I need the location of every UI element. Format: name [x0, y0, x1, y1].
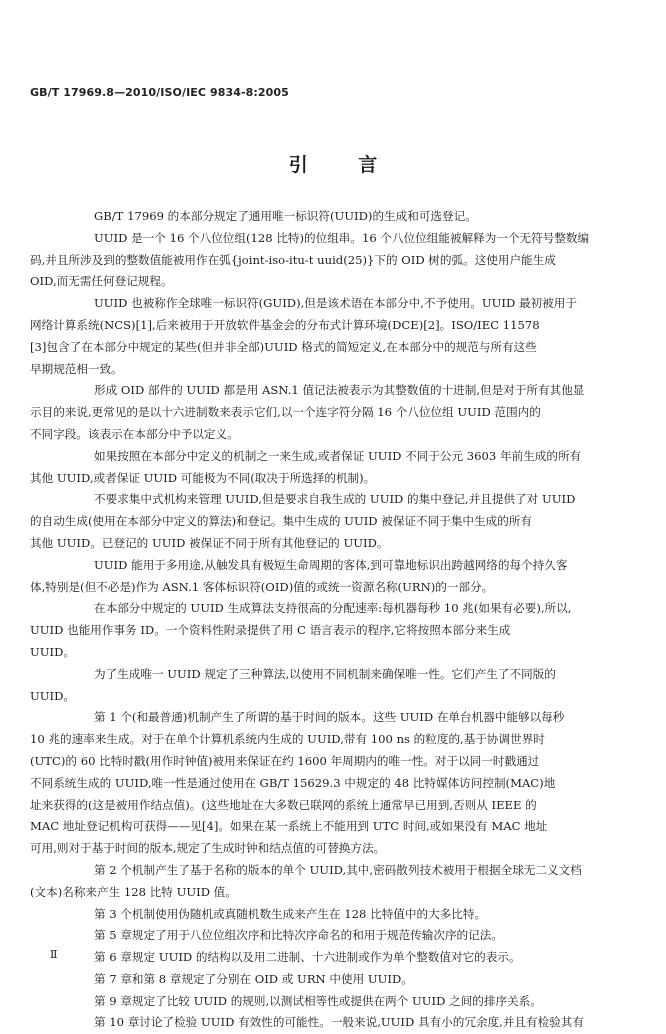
paragraph: [30, 555, 634, 599]
page-title: 引 言: [288, 154, 400, 176]
paragraph-line: 示目的来说,更常见的是以十六进制数来表示它们,以一个连字符分隔 16 个八位位组 UUID 范围内的: [30, 405, 541, 420]
paragraph-line: UUID。: [30, 688, 76, 703]
paragraph: [30, 489, 634, 554]
paragraph-line: (文本)名称来产生 128 比特 UUID 值。: [30, 884, 237, 899]
paragraph-line: UUID 是一个 16 个八位位组(128 比特)的位组串。16 个八位位组能被解释为一个无符号整数编: [94, 230, 590, 245]
paragraph-line: 体,特别是(但不必是)作为 ASN.1 客体标识符(OID)值的或统一资源名称(URN)的一部分。: [30, 579, 494, 594]
paragraph-line: OID,而无需任何登记规程。: [30, 274, 173, 289]
paragraph: [30, 380, 634, 445]
paragraph-line: 在本部分中规定的 UUID 生成算法支持很高的分配速率:每机器每秒 10 兆(如果有必要),所以,: [94, 601, 572, 616]
paragraph-line: 为了生成唯一 UUID 规定了三种算法,以使用不同机制来确保唯一性。它们产生了不同版的: [94, 666, 556, 681]
page-number: Ⅱ: [50, 948, 58, 961]
paragraph: [74, 925, 634, 947]
paragraph: [74, 206, 634, 228]
paragraph: [30, 664, 634, 708]
paragraph-line: 如果按照在本部分中定义的机制之一来生成,或者保证 UUID 不同于公元 3603 年前生成的所有: [94, 448, 582, 463]
paragraph-line: (UTC)的 60 比特时戳(用作时钟值)被用来保证在约 1600 年周期内的唯一性。对于以同一时戳通过: [30, 753, 540, 768]
paragraph-line: 早期规范相一致。: [30, 361, 123, 376]
paragraph-line: 第 10 章讨论了检验 UUID 有效性的可能性。一般来说,UUID 具有小的冗余度,并且有检验其有: [94, 1015, 584, 1030]
paragraph: [74, 1012, 634, 1034]
paragraph: [30, 228, 634, 293]
paragraph-line: 形成 OID 部件的 UUID 都是用 ASN.1 值记法被表示为其整数值的十进制,但是对于所有其他显: [94, 383, 585, 398]
paragraph: [30, 293, 634, 380]
paragraph-line: 不同系统生成的 UUID,唯一性是通过使用在 GB/T 15629.3 中规定的 48 比特媒体访问控制(MAC)地: [30, 775, 556, 790]
paragraph-line: 其他 UUID,或者保证 UUID 可能极为不同(取决于所选择的机制)。: [30, 470, 376, 485]
paragraph-line: UUID 能用于多用途,从触发具有极短生命周期的客体,到可靠地标识出跨越网络的每个持久客: [94, 557, 568, 572]
paragraph-line: 10 兆的速率来生成。对于在单个计算机系统内生成的 UUID,带有 100 ns 的粒度的,基于协调世界时: [30, 732, 545, 747]
paragraph-line: [3]包含了在本部分中规定的某些(但并非全部)UUID 格式的简短定义,在本部分中的规范与所有这些: [30, 339, 537, 354]
paragraph-line: 第 2 个机制产生了基于名称的版本的单个 UUID,其中,密码散列技术被用于根据全球无二义文档: [94, 862, 582, 877]
paragraph: [74, 991, 634, 1013]
paragraph-line: MAC 地址登记机构可获得——见[4]。如果在某一系统上不能用到 UTC 时间,或如果没有 MAC 地址: [30, 819, 548, 834]
paragraph-line: GB/T 17969 的本部分规定了通用唯一标识符(UUID)的生成和可选登记。: [94, 209, 477, 223]
paragraph-line: UUID 也能用作事务 ID。一个资料性附录提供了用 C 语言表示的程序,它将按照本部分来生成: [30, 623, 511, 638]
paragraph-line: 不同字段。该表示在本部分中予以定义。: [30, 426, 239, 441]
paragraph-line: 第 1 个(和最普通)机制产生了所谓的基于时间的版本。这些 UUID 在单台机器中能够以每秒: [94, 710, 565, 725]
paragraph-line: UUID 也被称作全球唯一标识符(GUID),但是该术语在本部分中,不予使用。UUID 最初被用于: [94, 296, 577, 311]
paragraph-line: 第 6 章规定 UUID 的结构以及用二进制、十六进制或作为单个整数值对它的表示。: [94, 950, 521, 965]
paragraph-line: 不要求集中式机构来管理 UUID,但是要求自我生成的 UUID 的集中登记,并且提供了对 UUID: [94, 492, 576, 507]
paragraph: [30, 446, 634, 490]
paragraph-line: 第 9 章规定了比较 UUID 的规则,以测试相等性或提供在两个 UUID 之间的排序关系。: [94, 993, 542, 1008]
paragraph-line: 网络计算系统(NCS)[1],后来被用于开放软件基金会的分布式计算环境(DCE)[2]。ISO/IEC 11578: [30, 317, 540, 332]
paragraph-line: 其他 UUID。已登记的 UUID 被保证不同于所有其他登记的 UUID。: [30, 535, 389, 550]
paragraph-line: 第 7 章和第 8 章规定了分别在 OID 或 URN 中使用 UUID。: [94, 971, 413, 986]
standard-code-header: GB/T 17969.8—2010/ISO/IEC 9834-8:2005: [30, 86, 289, 99]
paragraph: [74, 904, 634, 926]
paragraph: [30, 598, 634, 663]
paragraph-line: 第 5 章规定了用于八位位组次序和比特次序命名的和用于规范传输次序的记法。: [94, 928, 503, 943]
paragraph-line: 第 3 个机制使用伪随机或真随机数生成来产生在 128 比特值中的大多比特。: [94, 906, 487, 921]
paragraph: [30, 860, 634, 904]
paragraph-line: 可用,则对于基于时间的版本,规定了生成时钟和结点值的可替换方法。: [30, 841, 386, 856]
paragraph: [30, 707, 634, 860]
paragraph-line: 址来获得的(这是被用作结点值)。(这些地址在大多数已联网的系统上通常早已用到,否则从 IEEE 的: [30, 797, 537, 812]
paragraph: [74, 969, 634, 991]
paragraph-line: 的自动生成(使用在本部分中定义的算法)和登记。集中生成的 UUID 被保证不同于集中生成的所有: [30, 514, 532, 529]
paragraph-line: 码,并且所涉及到的整数值能被用作在弧{joint-iso-itu-t uuid(25)}下的 OID 树的弧。这使用户能生成: [30, 252, 556, 267]
paragraph: [74, 947, 634, 969]
paragraph-line: UUID。: [30, 644, 76, 659]
